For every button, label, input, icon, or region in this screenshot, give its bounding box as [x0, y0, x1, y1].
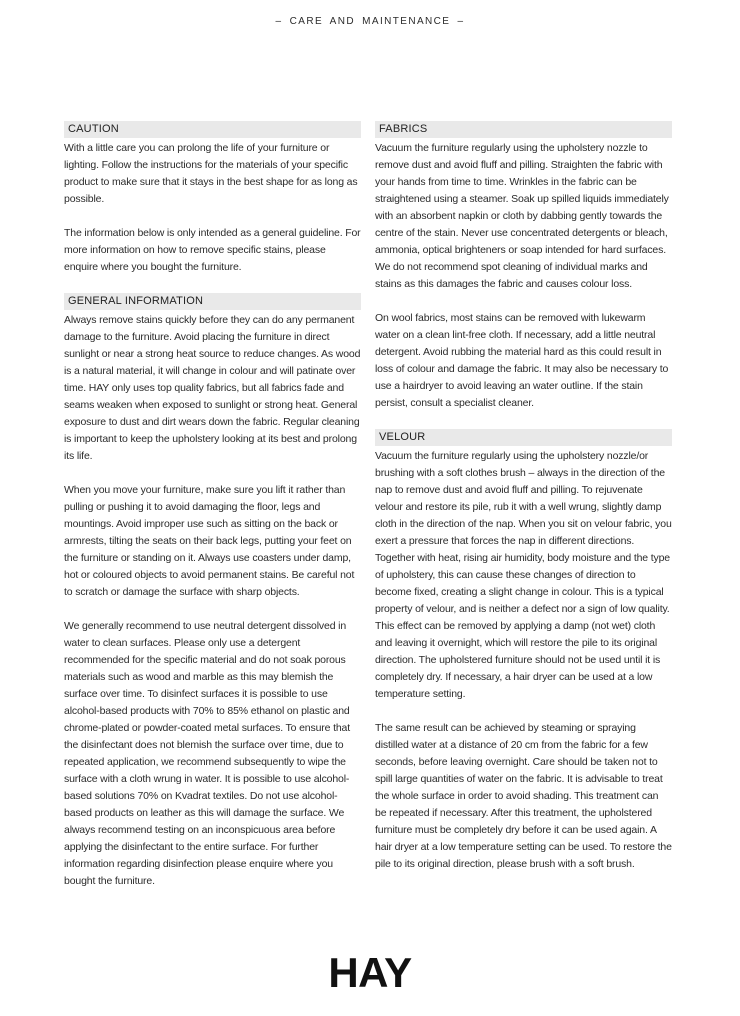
caution-paragraph-1: With a little care you can prolong the life of your furniture or lighting. Follow the instructions for the materials of your specific product to make sure that it stays in the best shape for as long as possible. — [64, 142, 358, 205]
section-heading-fabrics: FABRICS — [375, 121, 672, 138]
section-general-information — [64, 293, 361, 890]
section-heading-general-information: GENERAL INFORMATION — [64, 293, 361, 310]
velour-paragraph-2: The same result can be achieved by steaming or spraying distilled water at a distance of 20 cm from the fabric for a few seconds, before leaving overnight. Care should be taken not to spill large quantities of water on the fabric. It is advisable to treat the whole surface in order to avoid shading. This treatment can be repeated if necessary. After this treatment, the upholstered furniture must be completely dry before it can be used again. A hair dryer at a low temperature setting can be used. To restore the pile to its original direction, please brush with a soft brush. — [375, 722, 672, 870]
caution-paragraph-2: The information below is only intended as a general guideline. For more information on how to remove specific stains, please enquire where you bought the furniture. — [64, 227, 361, 273]
general-information-paragraph-2: When you move your furniture, make sure you lift it rather than pulling or pushing it to avoid damaging the floor, legs and mountings. Avoid improper use such as sitting on the back or armrests, tilting the seats on their back legs, putting your feet on the furniture or standing on it. Always use coasters under damp, hot or coloured objects to avoid permanent stains. Be careful not to scratch or damage the surface with sharp objects. — [64, 484, 355, 598]
section-heading-velour: VELOUR — [375, 429, 672, 446]
fabrics-paragraph-2: On wool fabrics, most stains can be removed with lukewarm water on a clean lint-free cloth. If necessary, add a little neutral detergent. Avoid rubbing the material hard as this could result in loss of colour and damage the fabric. It may also be necessary to use a hairdryer to avoid leaving an water outline. If the stain persist, consult a specialist cleaner. — [375, 312, 669, 409]
section-fabrics — [375, 121, 672, 412]
section-caution — [64, 121, 361, 276]
velour-paragraph-1: Vacuum the furniture regularly using the upholstery nozzle/or brushing with a soft clothes brush – always in the direction of the nap to remove dust and avoid fluff and pilling. To rejuvenate velour and restore its pile, rub it with a well wrung, slightly damp cloth in the direction of the nap. When you sit on velour fabric, you exert a pressure that forces the nap in different directions. Together with heat, rising air humidity, body moisture and the type of upholstery, this can cause these changes of direction to become fixed, creating a slight change in colour. This is a typical property of velour, and is neither a defect nor a sign of low quality. This effect can be removed by applying a damp (not wet) cloth and leaving it overnight, which will restore the pile to its original direction. The upholstered furniture should not be used until it is completely dry. If necessary, a hair dryer can be used at a low temperature setting. — [375, 450, 672, 700]
left-column — [64, 121, 361, 907]
section-velour — [375, 429, 672, 873]
right-column — [375, 121, 672, 890]
page-title: – CARE AND MAINTENANCE – — [275, 16, 465, 27]
hay-logo: HAY — [328, 949, 412, 996]
general-information-paragraph-3: We generally recommend to use neutral detergent dissolved in water to clean surfaces. Please only use a detergent recommended for the specific material and do not soak porous materials such as wood and marble as this may blemish the surface over time. To disinfect surfaces it is possible to use alcohol-based products with 70% to 85% ethanol on plastic and chrome-plated or powder-coated metal surfaces. To ensure that the disinfectant does not blemish the surface over time, due to repeated application, we recommend subsequently to wipe the surface with a cloth wrung in water. It is possible to use alcohol-based solutions 70% on Kvadrat textiles. Do not use alcohol-based products on leather as this will damage the surface. We always recommend testing on an inconspicuous area before applying the disinfectant to the entire surface. For further information regarding disinfection please enquire where you bought the furniture. — [64, 620, 350, 887]
general-information-paragraph-1: Always remove stains quickly before they can do any permanent damage to the furniture. Avoid placing the furniture in direct sunlight or near a strong heat source to reduce changes. As wood is a natural material, it will change in colour and will patinate over time. HAY only uses top quality fabrics, but all fabrics fade and seams weaken when exposed to sunlight or strong heat. General exposure to dust and dirt wears down the fabric. Regular cleaning is important to keep the upholstery looking at its best and prolong its life. — [64, 314, 361, 462]
fabrics-paragraph-1: Vacuum the furniture regularly using the upholstery nozzle to remove dust and avoid fluff and pilling. Straighten the fabric with your hands from time to time. Wrinkles in the fabric can be straightened using a steamer. Soak up spilled liquids immediately with an absorbent napkin or cloth by dabbing gently towards the centre of the stain. Never use concentrated detergents or bleach, ammonia, optical brighteners or soap intended for hard surfaces. We do not recommend spot cleaning of individual marks and stains as this damages the fabric and causes colour loss. — [375, 142, 669, 290]
section-heading-caution: CAUTION — [64, 121, 361, 138]
